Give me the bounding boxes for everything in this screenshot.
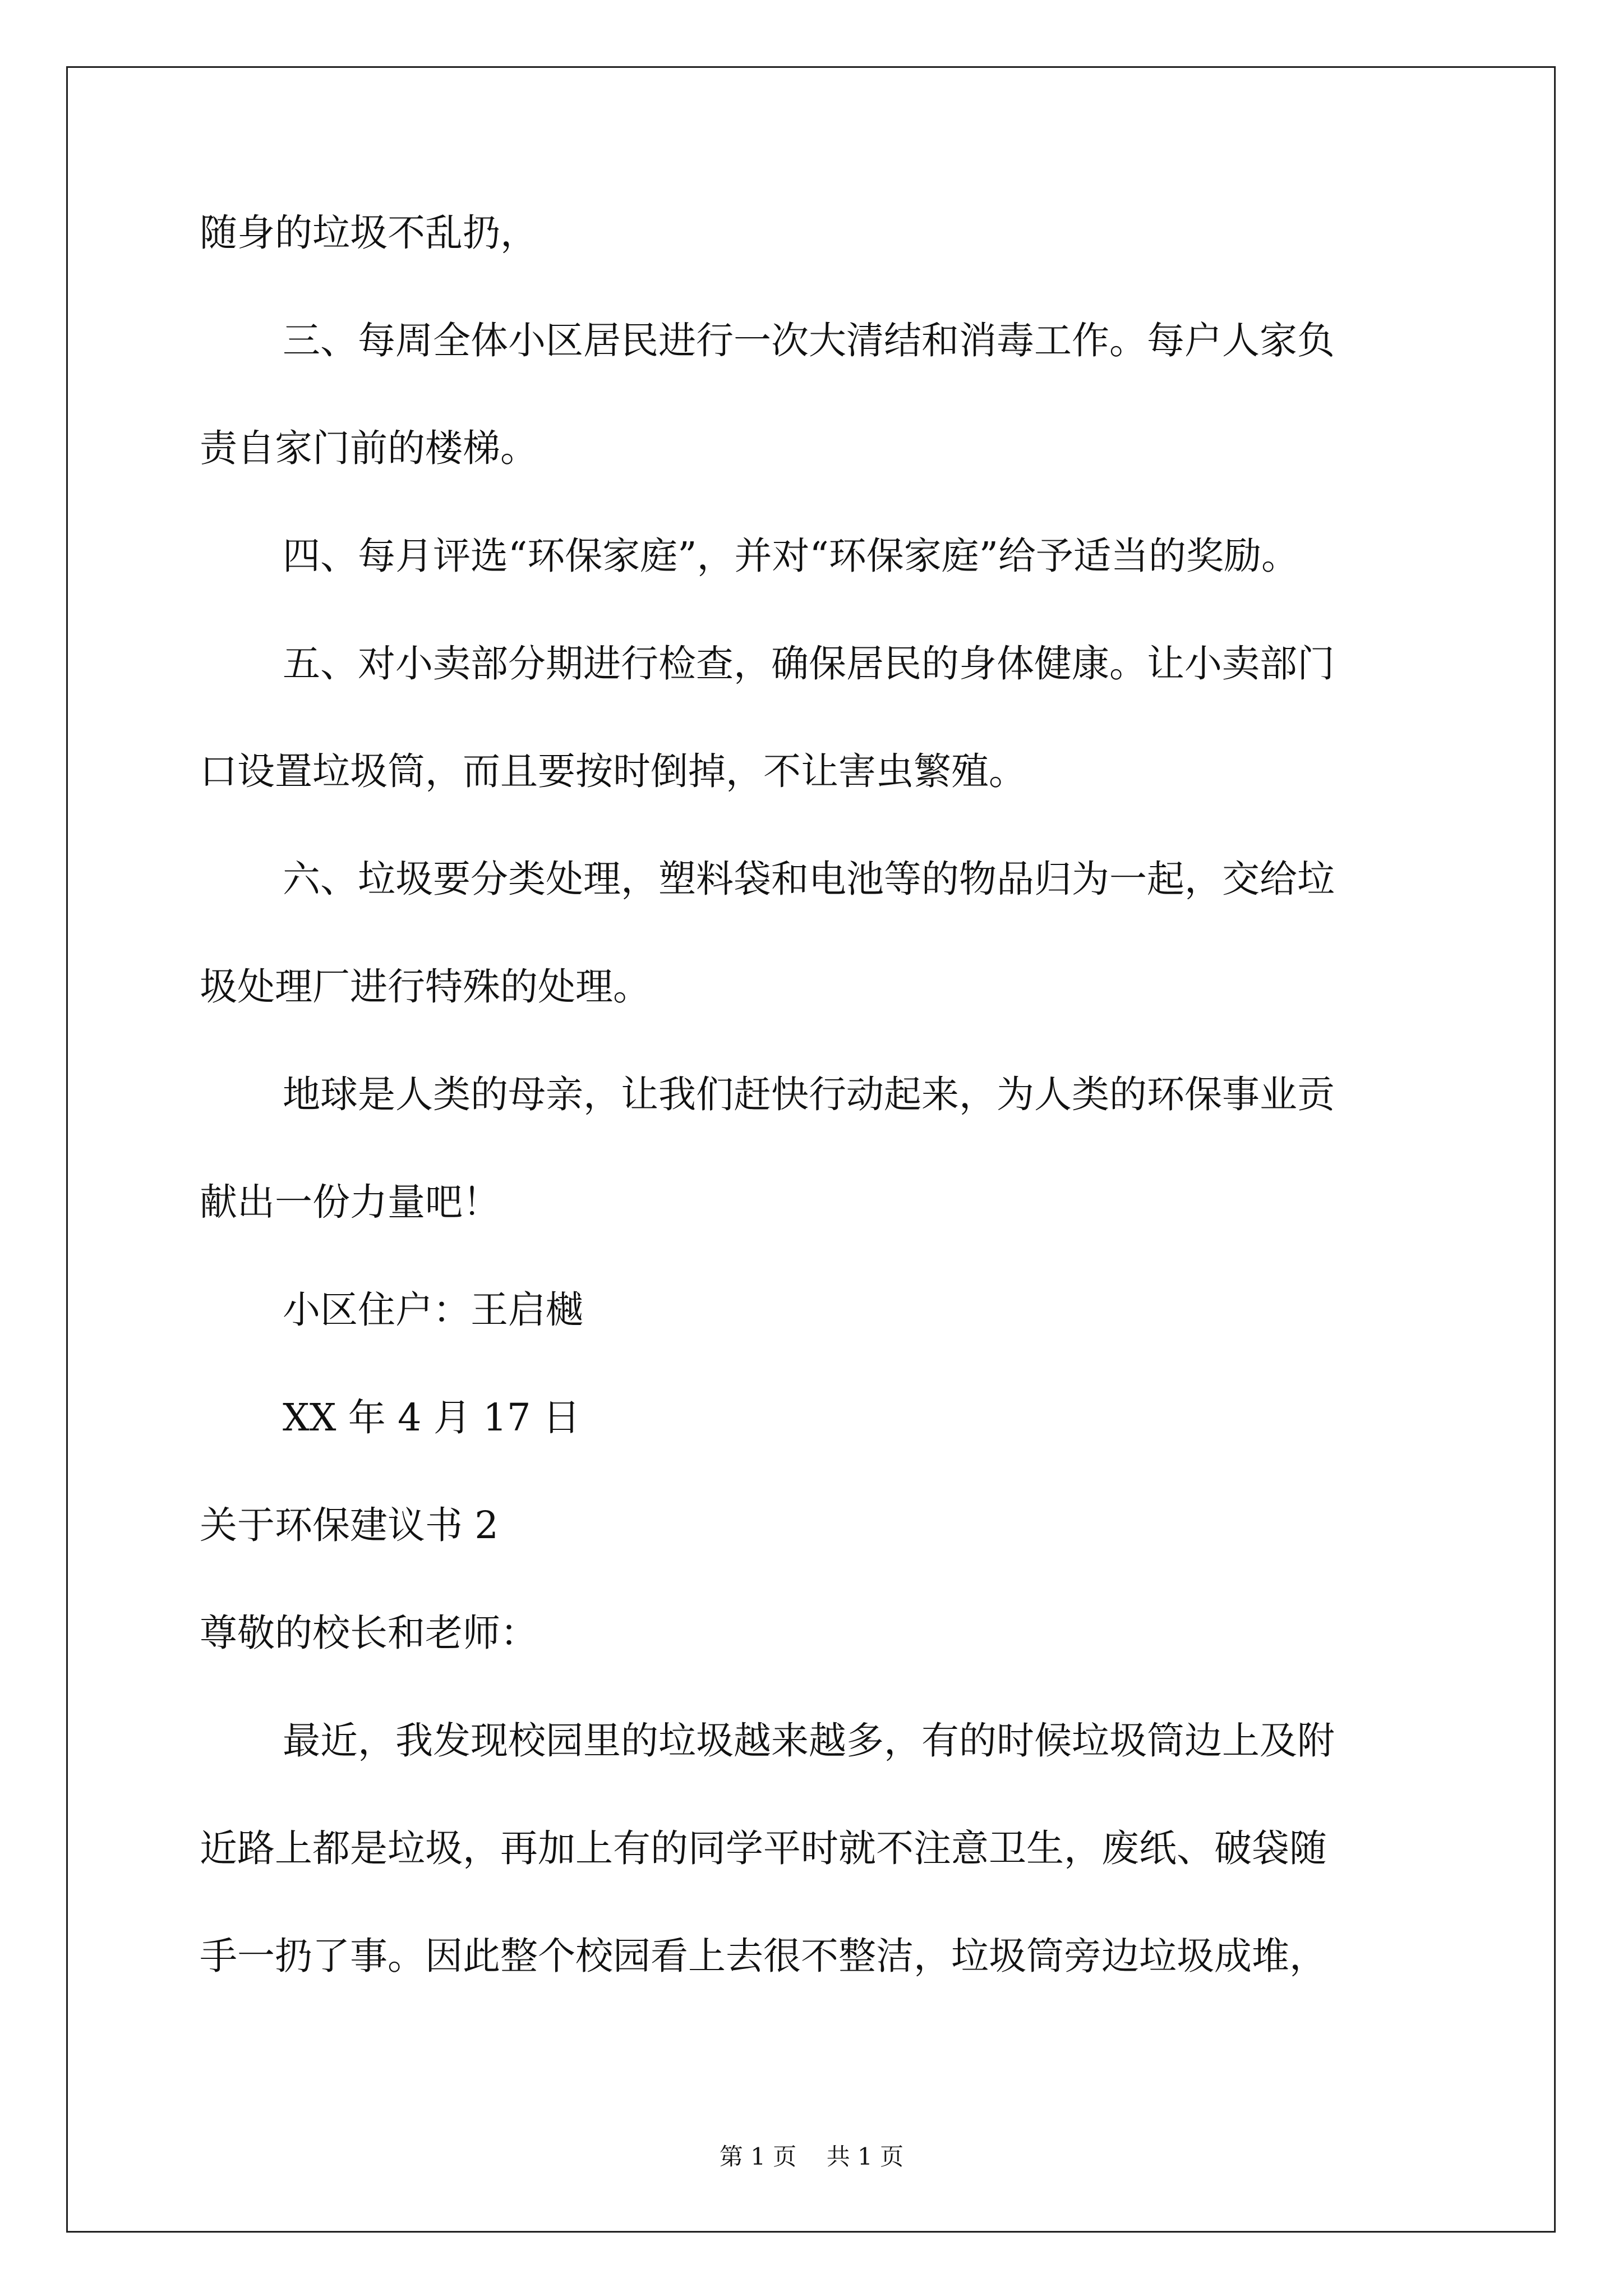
text-line: 圾处理厂进行特殊的处理。 — [200, 965, 651, 1009]
page-border — [66, 66, 1556, 2233]
text-line: 四、每月评选“环保家庭”，并对“环保家庭”给予适当的奖励。 — [283, 534, 1299, 578]
text-line: 三、每周全体小区居民进行一次大清结和消毒工作。每户人家负 — [283, 319, 1335, 362]
text-line: 随身的垃圾不乱扔， — [200, 211, 538, 255]
text-line: 最近，我发现校园里的垃圾越来越多，有的时候垃圾筒边上及附 — [283, 1719, 1335, 1763]
salutation: 尊敬的校长和老师： — [200, 1611, 538, 1655]
text-line: 近路上都是垃圾，再加上有的同学平时就不注意卫生，废纸、破袋随 — [200, 1826, 1327, 1870]
date-line: XX 年 4 月 17 日 — [283, 1396, 580, 1439]
section-title: 关于环保建议书 2 — [200, 1503, 499, 1547]
text-line: 地球是人类的母亲，让我们赶快行动起来，为人类的环保事业贡 — [283, 1073, 1335, 1116]
text-line: 口设置垃圾筒，而且要按时倒掉，不让害虫繁殖。 — [200, 749, 1026, 793]
signature-line: 小区住户：王启樾 — [283, 1288, 583, 1332]
text-line: 六、垃圾要分类处理，塑料袋和电池等的物品归为一起，交给垃 — [283, 857, 1335, 901]
text-line: 责自家门前的楼梯。 — [200, 426, 538, 470]
text-line: 手一扔了事。因此整个校园看上去很不整洁，垃圾筒旁边垃圾成堆， — [200, 1934, 1327, 1978]
text-line: 献出一份力量吧！ — [200, 1180, 500, 1224]
page-footer: 第 1 页 共 1 页 — [719, 2143, 904, 2170]
text-line: 五、对小卖部分期进行检查，确保居民的身体健康。让小卖部门 — [283, 642, 1335, 685]
